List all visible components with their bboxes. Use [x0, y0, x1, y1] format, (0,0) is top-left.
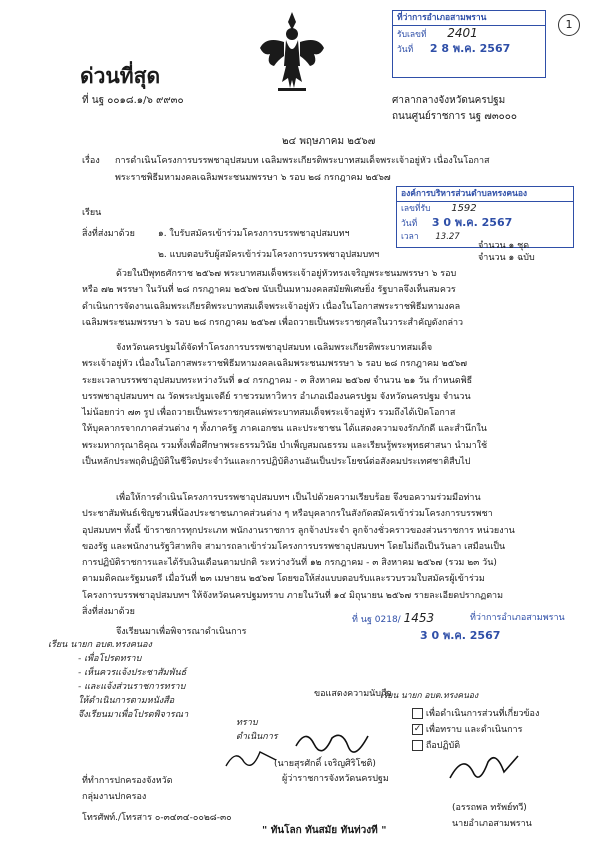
body-paragraph-2: [82, 340, 542, 470]
subject-line-1: การดำเนินโครงการบรรพชาอุปสมบท เฉลิมพระเกียรติพระบาทสมเด็จพระเจ้าอยู่หัว เนื่องในโอกาส: [115, 156, 490, 166]
footer-phone: โทรศัพท์./โทรสาร ๐-๓๔๓๔-๐๐๒๘-๓๐: [82, 813, 232, 823]
stamp2-date-value: 3 0 พ.ค. 2567: [431, 216, 513, 229]
body-p2-line: พระมหากรุณาธิคุณ รวมทั้งเพื่อศึกษาพระธรรมวินัย บำเพ็ญสมณธรรม และเรียนรู้พระพุทธศาสนา นำมาใช้: [82, 440, 488, 451]
body-p3-line: เพื่อให้การดำเนินโครงการบรรพชาอุปสมบทฯ เป็นไปด้วยความเรียบร้อย จึงขอความร่วมมือท่าน: [116, 493, 481, 503]
checkbox-icon: [412, 708, 423, 719]
body-p2-line: ไม่น้อยกว่า ๗๓ รูป เพื่อถวายเป็นพระราชกุศลแด่พระบาทสมเด็จพระเจ้าอยู่หัว รวมถึงได้เปิดโอกาส: [82, 408, 456, 419]
stamp-date-value: 2 8 พ.ค. 2567: [429, 42, 511, 55]
governor-signature: [292, 726, 372, 754]
handwritten-line: จึงเรียนมาเพื่อโปรดพิจารณา: [78, 710, 189, 720]
body-paragraph-3: [82, 490, 542, 620]
district-ref-num: 1453: [403, 611, 435, 625]
district-date: 3 0 พ.ค. 2567: [420, 629, 501, 642]
district-chief-signature: [444, 748, 524, 788]
stamp-received-value: 2401: [447, 26, 478, 40]
signer-title: ผู้ว่าราชการจังหวัดนครปฐม: [282, 774, 389, 784]
body-paragraph-1: [82, 266, 542, 331]
enclosure-item-1: ๑. ใบรับสมัครเข้าร่วมโครงการบรรพชาอุปสมบทฯ: [158, 229, 350, 239]
handwritten-notes: [48, 638, 288, 722]
option-1: [412, 708, 539, 720]
body-p3-line: ประชาสัมพันธ์เชิญชวนพี่น้องประชาชนภาคส่วนต่าง ๆ หรือบุคลากรในสังกัดสมัครเข้าร่วมโครงการบรรพชา: [82, 509, 493, 520]
body-p2-line: ให้บุคลากรจากภาคส่วนต่าง ๆ ทั้งภาครัฐ ภาคเอกชน และประชาชน ได้แสดงความจงรักภักดี และสำนึกใน: [82, 424, 487, 435]
handwritten-line: เรียน นายก อบต.ทรงคนอง: [48, 640, 152, 650]
garuda-emblem: [256, 8, 328, 94]
received-stamp-sao: [396, 186, 574, 248]
district-ref: [352, 612, 434, 626]
district-signer-name: (อรรถพล ทรัพย์ทวี): [452, 803, 527, 813]
footer-office: ที่ทำการปกครองจังหวัด: [82, 776, 173, 786]
body-p2-line: ระยะเวลาบรรพชาอุปสมบทระหว่างวันที่ ๑๔ กรกฎาคม - ๓ สิงหาคม ๒๕๖๗ จำนวน ๒๑ วัน กำหนดพิธี: [82, 375, 473, 386]
body-p3-line: ตามมติคณะรัฐมนตรี เมื่อวันที่ ๒๓ เมษายน ๒๕๖๗ โดยขอให้ส่งแบบตอบรับและรวบรวมใบสมัครผู้เข้าร่วม: [82, 574, 485, 585]
enclosure-item-2: ๒. แบบตอบรับผู้สมัครเข้าร่วมโครงการบรรพชาอุปสมบทฯ: [158, 250, 380, 260]
body-p2-line: บรรพชาอุปสมบทฯ ณ วัดพระปฐมเจดีย์ ราชวรมหาวิหาร อำเภอเมืองนครปฐม จังหวัดนครปฐม จำนวน: [82, 391, 471, 402]
received-stamp-district: [392, 10, 546, 78]
handwritten-line: - เห็นควรแจ้งประชาสัมพันธ์: [78, 668, 187, 678]
office-name: ศาลากลางจังหวัดนครปฐม: [392, 95, 506, 106]
stamp-date-row: [393, 42, 545, 57]
enclosure-item-2-qty: จำนวน ๑ ฉบับ: [478, 253, 535, 263]
stamp2-received-value: 1592: [451, 203, 477, 214]
body-p2-line: เป็นหลักประพฤติปฏิบัติในชีวิตประจำวันและการปฏิบัติงานอันเป็นประโยชน์ต่อสังคมประเทศชาติสืบไป: [82, 457, 471, 468]
checked-checkbox-icon: ✓: [413, 724, 422, 734]
option-3-label: ถือปฏิบัติ: [425, 741, 461, 751]
stamp-date-label: วันที่: [397, 45, 414, 55]
body-p3-line: โครงการบรรพชาอุปสมบทฯ ให้จังหวัดนครปฐมทราบ ภายในวันที่ ๑๔ มิถุนายน ๒๕๖๗ รายละเอียดปรากฏตาม: [82, 590, 504, 601]
body-p2-line: พระเจ้าอยู่หัว เนื่องในโอกาสพระราชพิธีมหามงคลเฉลิมพระชนมพรรษา ๖ รอบ ๒๘ กรกฎาคม ๒๕๖๗: [82, 359, 468, 370]
body-p3-line: สิ่งที่ส่งมาด้วย: [82, 607, 135, 618]
body-p1-line: ดำเนินการจัดงานเฉลิมพระเกียรติพระบาทสมเด็จพระเจ้าอยู่หัว เนื่องในโอกาสพระราชพิธีมหามงคล: [82, 301, 461, 312]
body-p3-line: การปฏิบัติราชการและได้รับเงินเดือนตามปกติ ระหว่างวันที่ ๑๒ กรกฎาคม - ๓ สิงหาคม ๒๕๖๗ (รวม ๒๓ วัน): [82, 558, 497, 569]
office-road: ถนนศูนย์ราชการ นฐ ๗๓๐๐๐: [392, 111, 517, 122]
body-p3-line: อุปสมบทฯ ทั้งนี้ ข้าราชการทุกประเภท พนักงานราชการ ลูกจ้างประจำ ลูกจ้างชั่วคราวของส่วนราชการ หน่วยงาน: [82, 525, 515, 536]
stamp2-org: องค์การบริหารส่วนตำบลทรงคนอง: [397, 187, 573, 202]
body-p2-line: จังหวัดนครปฐมได้จัดทำโครงการบรรพชาอุปสมบท เฉลิมพระเกียรติพระบาทสมเด็จ: [116, 343, 433, 353]
handwritten-line: ให้ดำเนินการตามหนังสือ: [78, 696, 175, 706]
stamp2-time-value: 13.27: [435, 232, 460, 242]
enclosure-item-1-qty: จำนวน ๑ ชุด: [478, 241, 530, 251]
subject-line-2: พระราชพิธีมหามงคลเฉลิมพระชนมพรรษา ๖ รอบ ๒๘ กรกฎาคม ๒๕๖๗: [115, 173, 391, 183]
stamp-received-label: รับเลขที่: [397, 30, 427, 40]
district-ref-label: ที่ นฐ 0218/: [352, 615, 401, 625]
checkbox-icon: [412, 740, 423, 751]
district-note-to: เรียน นายก อบต.ทรงคนอง: [380, 691, 479, 701]
letter-date: ๒๔ พฤษภาคม ๒๕๖๗: [282, 136, 376, 147]
district-org: ที่ว่าการอำเภอสามพราน: [470, 613, 565, 623]
body-p1-line: หรือ ๗๒ พรรษา ในวันที่ ๒๘ กรกฎาคม ๒๕๖๗ นับเป็นมหามงคลสมัยพิเศษยิ่ง รัฐบาลจึงเห็นสมควร: [82, 285, 456, 296]
page-number-circle: [558, 14, 580, 36]
enclosures-label: สิ่งที่ส่งมาด้วย: [82, 229, 135, 239]
subject-label: เรื่อง: [82, 156, 100, 166]
stamp-received-row: [393, 26, 545, 42]
stamp2-date-label: วันที่: [401, 219, 418, 229]
stamp2-received-row: [397, 202, 573, 216]
urgent-label: ด่วนที่สุด: [80, 64, 161, 88]
district-handwritten-note: [380, 690, 580, 703]
doc-number: ที่ นฐ ๐๐๑๘.๑/๖ ๙๙๓๐: [82, 95, 184, 106]
body-p3-line: ของรัฐ และพนักงานรัฐวิสาหกิจ สามารถลาเข้าร่วมโครงการบรรพชาอุปสมบทฯ โดยไม่ถือเป็นวันลา เสมือนเป็น: [82, 541, 506, 552]
footer-section: กลุ่มงานปกครอง: [82, 792, 147, 802]
handwritten-signature: [222, 742, 282, 772]
closing-regards: ขอแสดงความนับถือ: [314, 689, 392, 699]
option-2: [412, 724, 522, 736]
stamp2-time-label: เวลา: [401, 232, 419, 242]
to-label: เรียน: [82, 208, 102, 218]
district-signer-title: นายอำเภอสามพราน: [452, 819, 532, 829]
body-p1-line: เฉลิมพระชนมพรรษา ๖ รอบ ๒๘ กรกฎาคม ๒๕๖๗ เพื่อถวายเป็นพระราชกุศลในวาระสำคัญดังกล่าว: [82, 317, 464, 328]
footer-slogan: " ทันโลก ทันสมัย ทันท่วงที ": [262, 825, 387, 836]
closing-request: จึงเรียนมาเพื่อพิจารณาดำเนินการ: [116, 627, 247, 637]
page-number: 1: [565, 18, 573, 31]
option-2-label: เพื่อทราบ และดำเนินการ: [425, 725, 523, 735]
signer-name: (นายสุรศักดิ์ เจริญศิริโชติ): [274, 759, 376, 769]
handwritten-right-notes: [236, 716, 278, 744]
handwritten-line: - เพื่อโปรดทราบ: [78, 654, 142, 664]
stamp2-received-label: เลขที่รับ: [401, 204, 431, 214]
handwritten-right-line: ทราบ: [236, 718, 258, 728]
stamp2-date-row: [397, 216, 573, 231]
option-1-label: เพื่อดำเนินการส่วนที่เกี่ยวข้อง: [425, 709, 540, 719]
stamp-org: ที่ว่าการอำเภอสามพราน: [393, 11, 545, 26]
handwritten-right-line: ดำเนินการ: [236, 732, 278, 742]
handwritten-line: - และแจ้งส่วนราชการทราบ: [78, 682, 186, 692]
body-p1-line: ด้วยในปีพุทธศักราช ๒๕๖๗ พระบาทสมเด็จพระเจ้าอยู่หัวทรงเจริญพระชนมพรรษา ๖ รอบ: [116, 269, 457, 279]
